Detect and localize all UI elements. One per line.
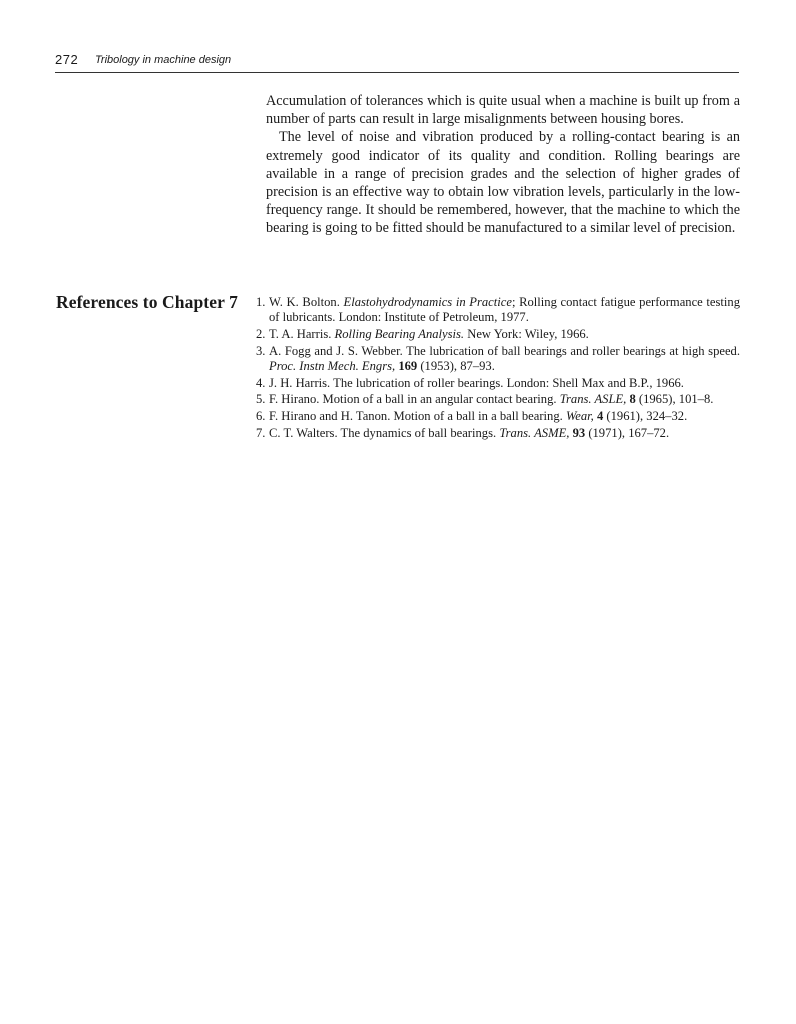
reference-number: 7.	[256, 425, 266, 440]
reference-item	[256, 392, 740, 407]
reference-rest: (1965), 101–8.	[635, 392, 714, 407]
reference-item	[256, 376, 740, 391]
reference-volume: 8	[629, 392, 636, 407]
reference-number: 5.	[256, 392, 266, 407]
reference-number: 6.	[256, 409, 266, 424]
reference-item	[256, 344, 740, 375]
reference-rest: (1971), 167–72.	[585, 425, 670, 440]
reference-number: 2.	[256, 326, 266, 341]
reference-rest: New York: Wiley, 1966.	[464, 326, 589, 341]
reference-journal: Wear,	[565, 409, 594, 424]
reference-journal: Proc. Instn Mech. Engrs,	[269, 358, 396, 373]
reference-number: 4.	[256, 375, 266, 390]
reference-rest: (1953), 87–93.	[417, 358, 495, 373]
reference-title: Rolling Bearing Analysis.	[334, 326, 465, 341]
reference-journal: Trans. ASLE,	[559, 392, 627, 407]
references-heading: References to Chapter 7	[56, 292, 238, 312]
reference-item	[256, 295, 740, 326]
reference-item	[256, 409, 740, 424]
reference-title: Elastohydrodynamics in Practice	[343, 295, 512, 309]
reference-number: 3.	[256, 343, 266, 358]
reference-authors: W. K. Bolton.	[269, 295, 340, 309]
reference-authors: F. Hirano. Motion of a ball in an angular contact bearing.	[269, 392, 557, 407]
reference-journal: Trans. ASME,	[499, 425, 570, 440]
reference-rest: ; Rolling contact fatigue performance testing of lubricants. London: Institute of Petroleum, 1977.	[269, 295, 740, 325]
paragraph: Accumulation of tolerances which is quite usual when a machine is built up from a number of parts can result in large misalignments between housing bores.	[266, 93, 740, 128]
body-text	[266, 92, 740, 238]
reference-volume: 4	[596, 409, 604, 424]
reference-volume: 169	[398, 358, 418, 373]
reference-item	[256, 327, 740, 342]
reference-authors: A. Fogg and J. S. Webber. The lubrication of ball bearings and roller bearings at high speed.	[269, 343, 740, 358]
reference-authors: T. A. Harris.	[269, 326, 332, 341]
reference-item	[256, 426, 740, 441]
book-title: Tribology in machine design	[95, 54, 232, 66]
reference-text: J. H. Harris. The lubrication of roller bearings. London: Shell Max and B.P., 1966.	[269, 375, 684, 390]
running-head	[55, 52, 739, 73]
paragraph: The level of noise and vibration produced by a rolling-contact bearing is an extremely good indicator of its quality and condition. Rolling bearings are available in a range of precision grades and the selection of higher grades of precision is an effective way to obtain low vibration levels, particularly in the low-frequency range. It should be remembered, however, that the machine to which the bearing is going to be fitted should be manufactured to a similar level of precision.	[266, 129, 740, 237]
reference-number: 1.	[256, 295, 266, 309]
reference-volume: 93	[572, 425, 586, 440]
reference-authors: F. Hirano and H. Tanon. Motion of a ball in a ball bearing.	[269, 409, 563, 424]
reference-list	[256, 295, 740, 442]
reference-authors: C. T. Walters. The dynamics of ball bearings.	[269, 425, 497, 440]
reference-rest: (1961), 324–32.	[603, 409, 688, 424]
page-number: 272	[55, 52, 79, 67]
